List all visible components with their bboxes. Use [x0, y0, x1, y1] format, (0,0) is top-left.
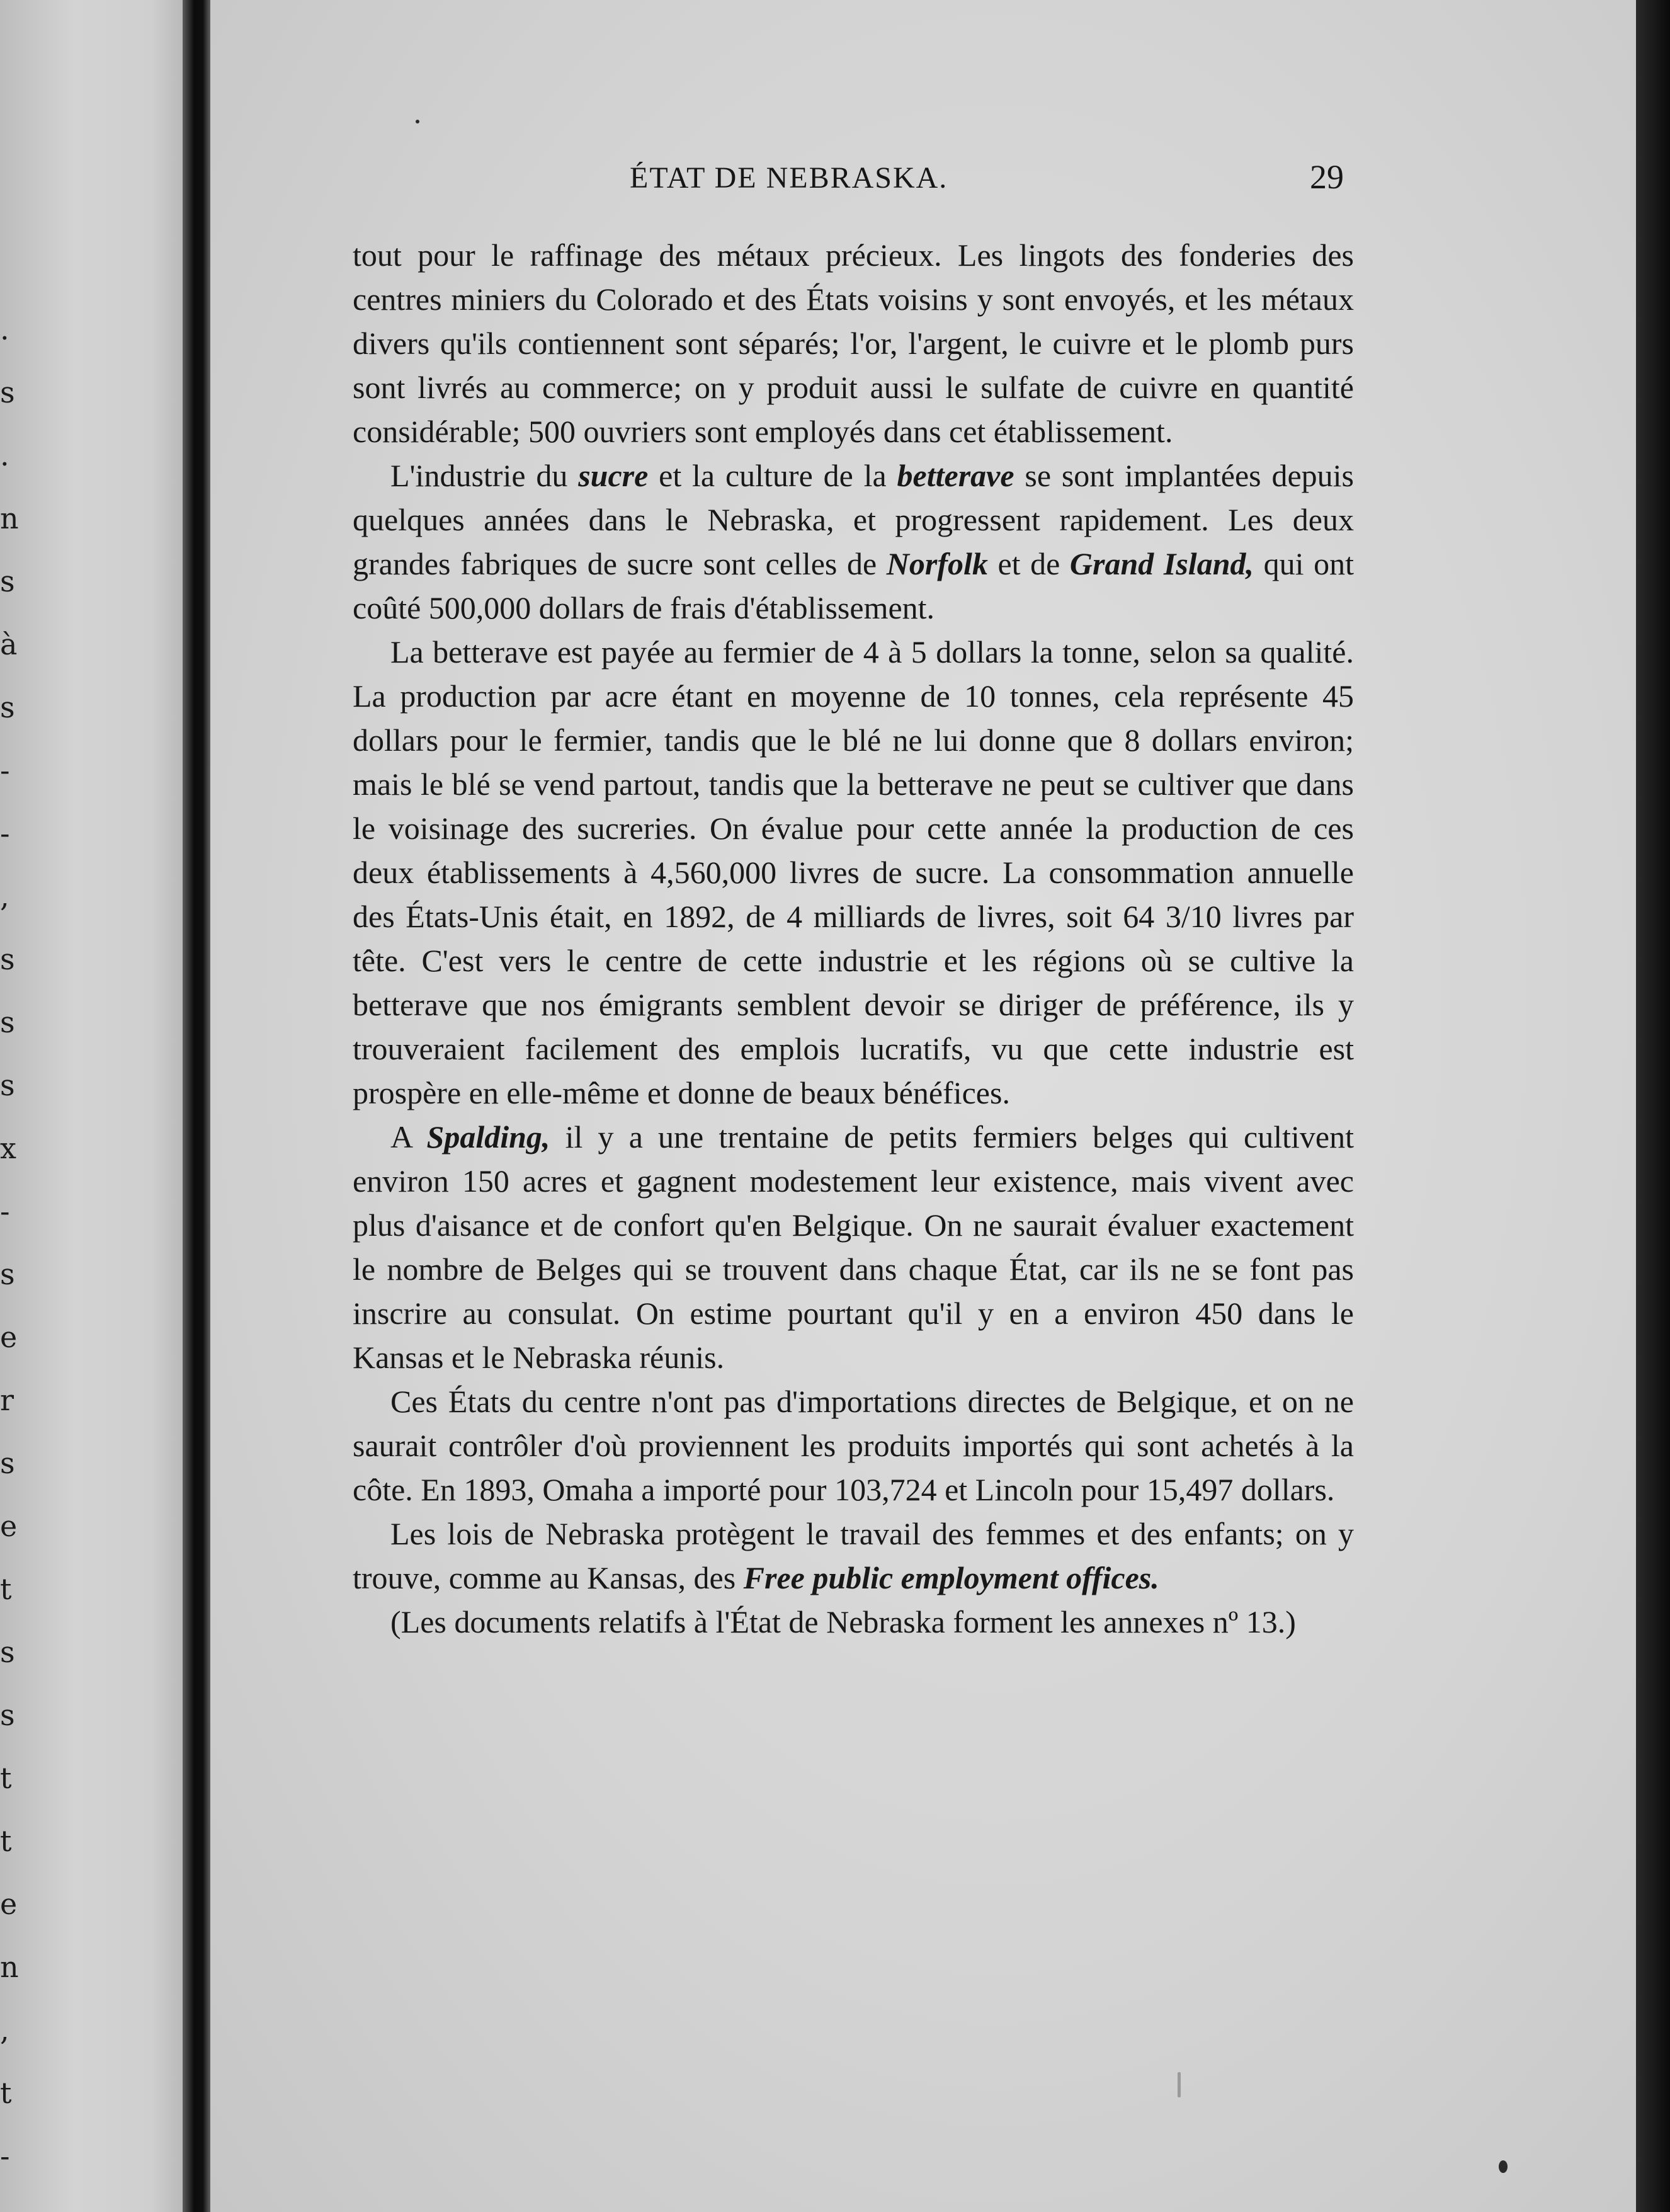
text-run: et de — [987, 546, 1070, 581]
paragraph-labour-laws — [353, 1512, 1354, 1600]
paragraph-refining: tout pour le raffinage des métaux précieux. Les lingots des fonderies des centres miniers du Colorado et des États voisins y sont envoyés, et les métaux divers qu'ils contiennent sont séparés; l'or, l'argent, le cuivre et le plomb purs sont livrés au commerce; on y produit aussi le sulfate de cuivre en quantité considérable; 500 ouvriers sont employés dans cet établissement. — [353, 237, 1354, 449]
left-page-edge-char: à — [0, 627, 18, 661]
left-page-edge-char: t — [0, 2076, 12, 2110]
scan-speck — [1499, 2160, 1508, 2173]
left-page-edge-char: s — [0, 1446, 15, 1480]
text-run: qui ont coûté 500,000 dollars de frais d'établissement. — [353, 546, 1354, 625]
left-page-edge-char: s — [0, 1068, 15, 1102]
text-run: se sont implantées depuis quelques années dans le Nebraska, et progressent rapidement. Les deux grandes fabriques de sucre sont celles de — [353, 458, 1354, 581]
paragraph-imports: Ces États du centre n'ont pas d'importations directes de Belgique, et on ne saurait contrôler d'où proviennent les produits importés qui sont achetés à la côte. En 1893, Omaha a importé pour 103,724 et Lincoln pour 15,497 dollars. — [353, 1384, 1354, 1507]
page-body — [353, 233, 1354, 1644]
left-page-edge-char: s — [0, 1698, 15, 1732]
left-page-edge-char: - — [0, 816, 10, 850]
left-page-edge-char: e — [0, 1320, 18, 1354]
left-page-edge-char: n — [0, 501, 19, 535]
left-page-edge-char: - — [0, 2139, 10, 2173]
text-run: A — [390, 1119, 427, 1154]
paragraph-sugar-industry — [353, 453, 1354, 630]
paragraph-annex-note: (Les documents relatifs à l'État de Nebraska forment les annexes nº 13.) — [390, 1604, 1296, 1639]
text-run: Les lois de Nebraska protègent le travail des femmes et des enfants; on y trouve, comme au Kansas, des — [353, 1516, 1354, 1595]
left-page-edge-char: t — [0, 1824, 12, 1858]
scan-speck — [416, 120, 419, 123]
left-page-edge-char: - — [0, 753, 10, 787]
left-page-fragment — [0, 0, 189, 2212]
left-page-edge-char: t — [0, 1761, 12, 1795]
left-page-edge-char: , — [0, 879, 9, 913]
left-page-edge-char: , — [0, 2013, 9, 2047]
left-page-edge-char: - — [0, 1194, 10, 1228]
scan-speck — [1178, 2072, 1181, 2097]
italic-place-grand-island: Grand Island, — [1069, 546, 1254, 581]
left-page-edge-char: x — [0, 1131, 16, 1165]
book-gutter — [183, 0, 212, 2212]
left-page-edge-char: . — [0, 438, 9, 472]
left-page-edge-char: r — [0, 1383, 14, 1417]
left-page-edge-char: s — [0, 1635, 15, 1669]
left-page-edge-char: e — [0, 1509, 18, 1543]
text-run: et la culture de la — [648, 458, 897, 493]
text-run: il y a une trentaine de petits fermiers belges qui cultivent environ 150 acres et gagnent modestement leur existence, mais vivent avec plus d'aisance et de confort qu'en Belgique. On ne saurait évaluer exactement le nombre de Belges qui se trouvent dans chaque État, car ils ne se font pas inscrire au consulat. On estime pourtant qu'il y en a environ 450 dans le Kansas et le Nebraska réunis. — [353, 1119, 1354, 1375]
left-page-edge-char: s — [0, 942, 15, 976]
left-page-edge-char: . — [0, 312, 9, 346]
left-page-edge-char: s — [0, 1005, 15, 1039]
page-edge-shadow — [1636, 0, 1670, 2212]
left-page-edge-char: s — [0, 375, 15, 409]
italic-term-sucre: sucre — [578, 458, 649, 493]
left-page-edge-char: t — [0, 1572, 12, 1606]
left-page-edge-char: s — [0, 564, 15, 598]
italic-place-norfolk: Norfolk — [886, 546, 988, 581]
page-number: 29 — [1310, 158, 1344, 196]
left-page-edge-char: n — [0, 1950, 19, 1984]
text-run: L'industrie du — [390, 458, 579, 493]
italic-place-spalding: Spalding, — [426, 1119, 550, 1154]
paragraph-spalding — [353, 1115, 1354, 1379]
italic-term-betterave: betterave — [897, 458, 1014, 493]
paragraph-beet-price: La betterave est payée au fermier de 4 à 5 dollars la tonne, selon sa qualité. La production par acre étant en moyenne de 10 tonnes, cela représente 45 dollars pour le fermier, tandis que le blé ne lui donne que 8 dollars environ; mais le blé se vend partout, tandis que la betterave ne peut se cultiver que dans le voisinage des sucreries. On évalue pour cette année la production de ces deux établissements à 4,560,000 livres de sucre. La consommation annuelle des États-Unis était, en 1892, de 4 milliards de livres, soit 64 3/10 livres par tête. C'est vers le centre de cette industrie et les régions où se cultive la betterave que nos émigrants semblent devoir se diriger de préférence, ils y trouveraient facilement des emplois lucratifs, vu que cette industrie est prospère en elle-même et donne de beaux bénéfices. — [353, 634, 1354, 1110]
running-title: ÉTAT DE NEBRASKA. — [630, 161, 948, 195]
left-page-edge-char: s — [0, 1257, 15, 1291]
left-page-edge-char: s — [0, 690, 15, 724]
left-page-edge-char: e — [0, 1887, 18, 1921]
italic-term-employment-offices: Free public employment offices. — [743, 1560, 1159, 1595]
